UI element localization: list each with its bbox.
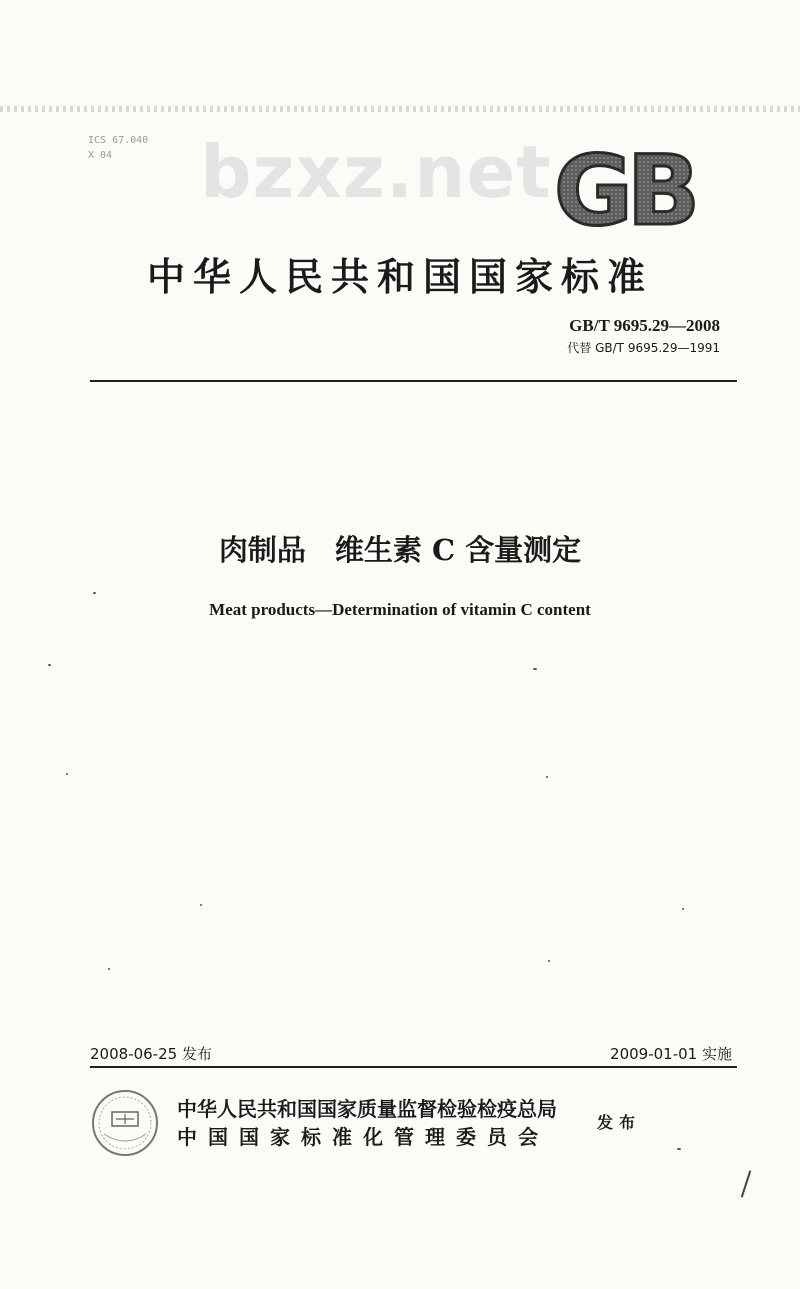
- standard-code: GB/T 9695.29—2008: [569, 316, 720, 335]
- scan-speck: [682, 908, 684, 910]
- issuer-sac: 中国国家标准化管理委员会: [177, 1125, 549, 1149]
- implement-date: 2009-01-01 实施: [610, 1045, 732, 1063]
- ics-code: ICS 67.040: [88, 135, 149, 146]
- scan-speck: [48, 664, 51, 666]
- ccs-code: X 04: [88, 150, 113, 161]
- title-chinese: 肉制品 维生素 C 含量测定: [218, 533, 582, 567]
- footer-divider: [90, 1066, 737, 1068]
- publish-date: 2008-06-25 发布: [90, 1045, 212, 1063]
- top-border: [0, 106, 800, 112]
- official-seal: [90, 1088, 160, 1158]
- scan-speck: [546, 776, 548, 778]
- document-header: 中华人民共和国国家标准: [146, 254, 653, 299]
- scan-speck: [93, 592, 96, 594]
- scan-speck: [200, 904, 202, 906]
- scan-speck: [66, 773, 68, 775]
- issuer-aqsiq: 中华人民共和国国家质量监督检验检疫总局: [177, 1097, 557, 1121]
- scan-speck: [108, 968, 110, 970]
- title-english: Meat products—Determination of vitamin C content: [209, 600, 591, 619]
- replaces-standard: 代替 GB/T 9695.29—1991: [567, 341, 720, 355]
- watermark: bzxz.net: [200, 130, 552, 214]
- gb-logo: [538, 140, 710, 235]
- ics-classification: [88, 133, 148, 163]
- scan-mark: [741, 1170, 752, 1197]
- scan-speck: [533, 668, 537, 670]
- scan-speck: [548, 960, 550, 962]
- header-divider: [90, 380, 737, 382]
- issued-label: 发布: [597, 1113, 642, 1132]
- scan-speck: [677, 1148, 681, 1150]
- gb-logo-text: GB: [554, 140, 694, 235]
